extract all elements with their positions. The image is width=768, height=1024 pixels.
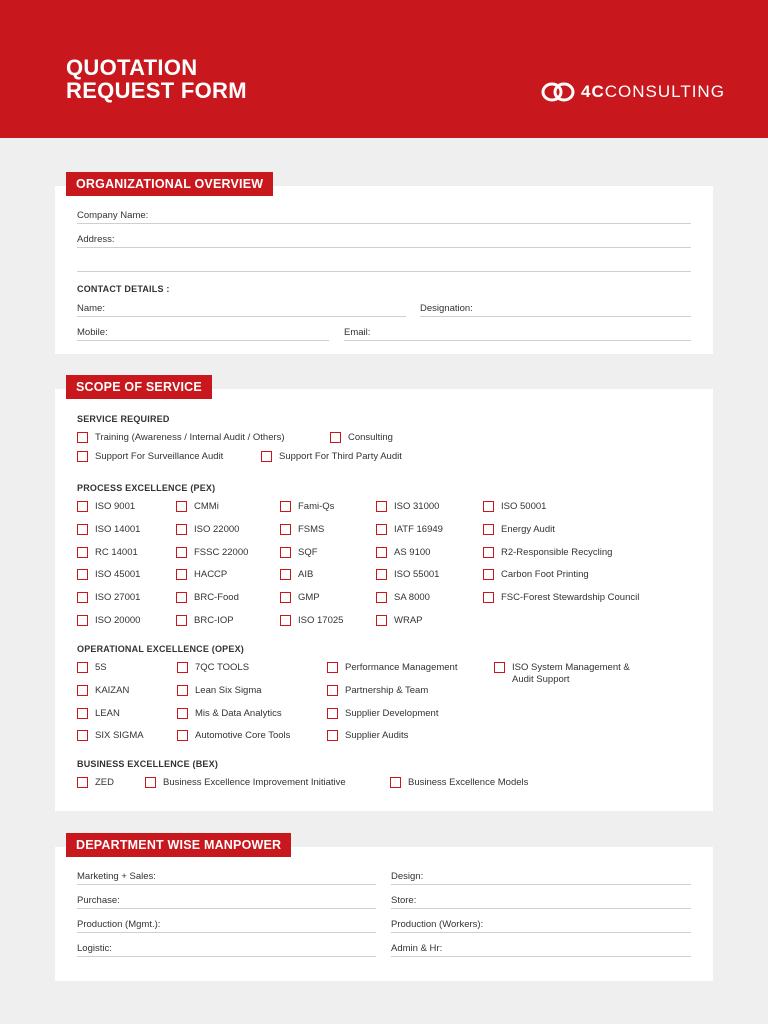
checkbox-label: 7QC TOOLS bbox=[195, 662, 250, 673]
checkbox-item[interactable] bbox=[483, 569, 589, 580]
checkbox-item[interactable] bbox=[280, 524, 324, 535]
checkbox-training[interactable] bbox=[77, 432, 285, 443]
checkbox-box[interactable] bbox=[327, 685, 338, 696]
checkbox-box[interactable] bbox=[176, 524, 187, 535]
company-name-label: Company Name: bbox=[77, 210, 149, 221]
address-field[interactable] bbox=[77, 234, 691, 248]
checkbox-label: R2-Responsible Recycling bbox=[501, 546, 613, 558]
checkbox-box[interactable] bbox=[77, 547, 88, 558]
checkbox-box[interactable] bbox=[145, 777, 156, 788]
checkbox-item[interactable] bbox=[77, 547, 138, 558]
checkbox-box[interactable] bbox=[77, 592, 88, 603]
field-label: Store: bbox=[391, 895, 417, 906]
checkbox-box[interactable] bbox=[77, 730, 88, 741]
checkbox-label: Supplier Development bbox=[345, 707, 439, 719]
opex-heading: OPERATIONAL EXCELLENCE (OPEX) bbox=[77, 644, 244, 654]
checkbox-box[interactable] bbox=[77, 685, 88, 696]
checkbox-label: ISO 45001 bbox=[95, 569, 141, 581]
checkbox-box[interactable] bbox=[327, 708, 338, 719]
checkbox-item[interactable] bbox=[494, 662, 644, 686]
checkbox-item[interactable] bbox=[176, 524, 239, 535]
production-workers-field[interactable] bbox=[391, 919, 691, 933]
checkbox-label: ISO 50001 bbox=[501, 501, 547, 512]
checkbox-item[interactable] bbox=[176, 592, 239, 603]
checkbox-label: Support For Surveillance Audit bbox=[95, 451, 224, 462]
checkbox-box[interactable] bbox=[176, 569, 187, 580]
checkbox-item[interactable] bbox=[376, 524, 443, 535]
checkbox-item[interactable] bbox=[176, 501, 219, 512]
checkbox-label: LEAN bbox=[95, 707, 120, 719]
checkbox-item[interactable] bbox=[376, 501, 439, 512]
checkbox-label: ISO 14001 bbox=[95, 523, 141, 535]
checkbox-box[interactable] bbox=[77, 708, 88, 719]
checkbox-label: ISO 20000 bbox=[95, 615, 141, 626]
manpower-title: DEPARTMENT WISE MANPOWER bbox=[66, 833, 291, 857]
checkbox-box[interactable] bbox=[280, 569, 291, 580]
checkbox-item[interactable] bbox=[77, 524, 140, 535]
checkbox-box[interactable] bbox=[77, 451, 88, 462]
mobile-field[interactable] bbox=[77, 327, 329, 341]
checkbox-item[interactable] bbox=[376, 615, 423, 626]
name-field[interactable] bbox=[77, 303, 406, 317]
form-title-line2: REQUEST FORM bbox=[66, 78, 247, 103]
checkbox-label: ISO 55001 bbox=[394, 569, 440, 581]
checkbox-label: FSMS bbox=[298, 523, 325, 535]
pex-heading: PROCESS EXCELLENCE (PEX) bbox=[77, 483, 216, 493]
checkbox-item[interactable] bbox=[77, 708, 120, 719]
field-label: Purchase: bbox=[77, 895, 120, 906]
checkbox-bex-improvement[interactable] bbox=[145, 777, 346, 788]
checkbox-label: Automotive Core Tools bbox=[195, 730, 291, 742]
designation-field[interactable] bbox=[420, 303, 691, 317]
checkbox-box[interactable] bbox=[376, 569, 387, 580]
checkbox-label: Business Excellence Models bbox=[408, 777, 529, 788]
service-required-heading: SERVICE REQUIRED bbox=[77, 414, 170, 424]
checkbox-box[interactable] bbox=[483, 569, 494, 580]
manpower-card bbox=[55, 847, 713, 981]
checkbox-item[interactable] bbox=[177, 730, 290, 741]
checkbox-item[interactable] bbox=[327, 730, 408, 741]
checkbox-label: WRAP bbox=[394, 615, 423, 626]
checkbox-box[interactable] bbox=[330, 432, 341, 443]
address-label: Address: bbox=[77, 234, 115, 245]
checkbox-item[interactable] bbox=[177, 685, 262, 696]
checkbox-box[interactable] bbox=[376, 501, 387, 512]
field-label: Marketing + Sales: bbox=[77, 871, 156, 882]
checkbox-label: Energy Audit bbox=[501, 523, 555, 535]
checkbox-label: FSC-Forest Stewardship Council bbox=[501, 592, 640, 604]
checkbox-box[interactable] bbox=[177, 662, 188, 673]
logistic-field[interactable] bbox=[77, 943, 376, 957]
checkbox-label: Business Excellence Improvement Initiative bbox=[163, 777, 346, 788]
checkbox-box[interactable] bbox=[176, 547, 187, 558]
checkbox-label: Lean Six Sigma bbox=[195, 684, 262, 696]
checkbox-label: ISO 31000 bbox=[394, 501, 440, 512]
checkbox-item[interactable] bbox=[483, 524, 555, 535]
address-line-2[interactable] bbox=[77, 271, 691, 272]
checkbox-label: HACCP bbox=[194, 569, 228, 581]
logo-text: CONSULTING bbox=[604, 82, 725, 101]
checkbox-item[interactable] bbox=[176, 615, 234, 626]
checkbox-box[interactable] bbox=[494, 662, 505, 673]
checkbox-box[interactable] bbox=[77, 501, 88, 512]
checkbox-label: Support For Third Party Audit bbox=[279, 451, 402, 462]
checkbox-item[interactable] bbox=[176, 569, 227, 580]
checkbox-label: Partnership & Team bbox=[345, 684, 429, 696]
checkbox-item[interactable] bbox=[376, 569, 439, 580]
logo-wordmark bbox=[581, 82, 725, 102]
checkbox-third-party-audit[interactable] bbox=[261, 451, 402, 462]
field-label: Production (Workers): bbox=[391, 919, 484, 930]
checkbox-label: BRC-Food bbox=[194, 592, 239, 604]
checkbox-box[interactable] bbox=[261, 451, 272, 462]
checkbox-box[interactable] bbox=[176, 615, 187, 626]
purchase-field[interactable] bbox=[77, 895, 376, 909]
checkbox-label: SA 8000 bbox=[394, 592, 430, 604]
field-label: Logistic: bbox=[77, 943, 112, 954]
checkbox-label: 5S bbox=[95, 662, 107, 673]
email-label: Email: bbox=[344, 327, 371, 338]
checkbox-label: ISO System Management & Audit Support bbox=[512, 662, 630, 685]
field-label: Production (Mgmt.): bbox=[77, 919, 161, 930]
checkbox-item[interactable] bbox=[483, 592, 639, 603]
checkbox-label: Training (Awareness / Internal Audit / Others) bbox=[95, 432, 285, 443]
checkbox-item[interactable] bbox=[77, 662, 107, 673]
checkbox-surveillance-audit[interactable] bbox=[77, 451, 223, 462]
admin-hr-field[interactable] bbox=[391, 943, 691, 957]
checkbox-box[interactable] bbox=[280, 592, 291, 603]
checkbox-item[interactable] bbox=[280, 547, 318, 558]
design-field[interactable] bbox=[391, 871, 691, 885]
checkbox-label: FSSC 22000 bbox=[194, 546, 249, 558]
mobile-label: Mobile: bbox=[77, 327, 108, 338]
checkbox-box[interactable] bbox=[77, 662, 88, 673]
checkbox-label: CMMi bbox=[194, 501, 219, 512]
checkbox-box[interactable] bbox=[483, 524, 494, 535]
checkbox-item[interactable] bbox=[176, 547, 248, 558]
checkbox-label: BRC-IOP bbox=[194, 615, 234, 626]
checkbox-item[interactable] bbox=[327, 662, 457, 673]
checkbox-box[interactable] bbox=[77, 569, 88, 580]
checkbox-item[interactable] bbox=[77, 501, 135, 512]
checkbox-item[interactable] bbox=[77, 615, 140, 626]
checkbox-label: Supplier Audits bbox=[345, 730, 409, 742]
checkbox-label: AIB bbox=[298, 569, 314, 581]
checkbox-box[interactable] bbox=[327, 730, 338, 741]
checkbox-label: ISO 17025 bbox=[298, 615, 344, 626]
logo-bold: 4C bbox=[581, 82, 605, 101]
checkbox-label: Fami-Qs bbox=[298, 501, 335, 512]
checkbox-label: ISO 22000 bbox=[194, 523, 240, 535]
checkbox-label: IATF 16949 bbox=[394, 523, 443, 535]
contact-details-heading: CONTACT DETAILS : bbox=[77, 284, 170, 294]
checkbox-box[interactable] bbox=[177, 730, 188, 741]
checkbox-box[interactable] bbox=[77, 777, 88, 788]
checkbox-label: ISO 27001 bbox=[95, 592, 141, 604]
store-field[interactable] bbox=[391, 895, 691, 909]
checkbox-label: Consulting bbox=[348, 432, 393, 443]
name-label: Name: bbox=[77, 303, 105, 314]
checkbox-item[interactable] bbox=[77, 730, 144, 741]
checkbox-box[interactable] bbox=[280, 615, 291, 626]
field-label: Design: bbox=[391, 871, 424, 882]
checkbox-label: Carbon Foot Printing bbox=[501, 569, 589, 581]
checkbox-label: AS 9100 bbox=[394, 546, 431, 558]
checkbox-box[interactable] bbox=[376, 615, 387, 626]
checkbox-box[interactable] bbox=[376, 592, 387, 603]
checkbox-item[interactable] bbox=[77, 592, 140, 603]
checkbox-label: KAIZAN bbox=[95, 684, 130, 696]
checkbox-item[interactable] bbox=[177, 662, 249, 673]
checkbox-item[interactable] bbox=[177, 708, 282, 719]
checkbox-box[interactable] bbox=[483, 592, 494, 603]
checkbox-label: ISO 9001 bbox=[95, 501, 136, 512]
marketing-sales-field[interactable] bbox=[77, 871, 376, 885]
checkbox-item[interactable] bbox=[376, 592, 430, 603]
checkbox-box[interactable] bbox=[77, 432, 88, 443]
checkbox-item[interactable] bbox=[483, 547, 612, 558]
checkbox-box[interactable] bbox=[77, 615, 88, 626]
company-name-field[interactable] bbox=[77, 210, 691, 224]
header-banner bbox=[0, 0, 768, 138]
checkbox-item[interactable] bbox=[327, 685, 428, 696]
checkbox-box[interactable] bbox=[280, 547, 291, 558]
checkbox-item[interactable] bbox=[280, 569, 313, 580]
checkbox-label: SIX SIGMA bbox=[95, 730, 144, 742]
checkbox-item[interactable] bbox=[77, 685, 129, 696]
checkbox-item[interactable] bbox=[280, 615, 343, 626]
checkbox-label: ZED bbox=[95, 777, 114, 788]
field-label: Admin & Hr: bbox=[391, 943, 443, 954]
checkbox-label: RC 14001 bbox=[95, 546, 138, 558]
company-logo bbox=[540, 80, 725, 104]
email-field[interactable] bbox=[344, 327, 691, 341]
checkbox-box[interactable] bbox=[483, 501, 494, 512]
checkbox-box[interactable] bbox=[77, 524, 88, 535]
interlocked-rings-icon bbox=[540, 80, 576, 104]
checkbox-box[interactable] bbox=[376, 524, 387, 535]
form-title bbox=[66, 56, 247, 102]
org-overview-title: ORGANIZATIONAL OVERVIEW bbox=[66, 172, 273, 196]
checkbox-box[interactable] bbox=[280, 501, 291, 512]
checkbox-box[interactable] bbox=[176, 501, 187, 512]
checkbox-item[interactable] bbox=[376, 547, 430, 558]
checkbox-label: SQF bbox=[298, 546, 318, 558]
designation-label: Designation: bbox=[420, 303, 473, 314]
checkbox-box[interactable] bbox=[327, 662, 338, 673]
checkbox-box[interactable] bbox=[177, 708, 188, 719]
form-title-line1: QUOTATION bbox=[66, 55, 198, 80]
checkbox-box[interactable] bbox=[176, 592, 187, 603]
checkbox-item[interactable] bbox=[280, 592, 320, 603]
production-mgmt-field[interactable] bbox=[77, 919, 376, 933]
checkbox-box[interactable] bbox=[280, 524, 291, 535]
checkbox-item[interactable] bbox=[280, 501, 334, 512]
checkbox-item[interactable] bbox=[483, 501, 546, 512]
checkbox-box[interactable] bbox=[390, 777, 401, 788]
checkbox-label: Performance Management bbox=[345, 662, 458, 673]
checkbox-consulting[interactable] bbox=[330, 432, 393, 443]
checkbox-item[interactable] bbox=[77, 569, 140, 580]
scope-of-service-title: SCOPE OF SERVICE bbox=[66, 375, 212, 399]
checkbox-box[interactable] bbox=[483, 547, 494, 558]
checkbox-item[interactable] bbox=[327, 708, 438, 719]
checkbox-zed[interactable] bbox=[77, 777, 114, 788]
bex-heading: BUSINESS EXCELLENCE (BEX) bbox=[77, 759, 219, 769]
checkbox-bex-models[interactable] bbox=[390, 777, 528, 788]
checkbox-label: GMP bbox=[298, 592, 320, 604]
checkbox-box[interactable] bbox=[177, 685, 188, 696]
checkbox-label: Mis & Data Analytics bbox=[195, 707, 282, 719]
checkbox-box[interactable] bbox=[376, 547, 387, 558]
